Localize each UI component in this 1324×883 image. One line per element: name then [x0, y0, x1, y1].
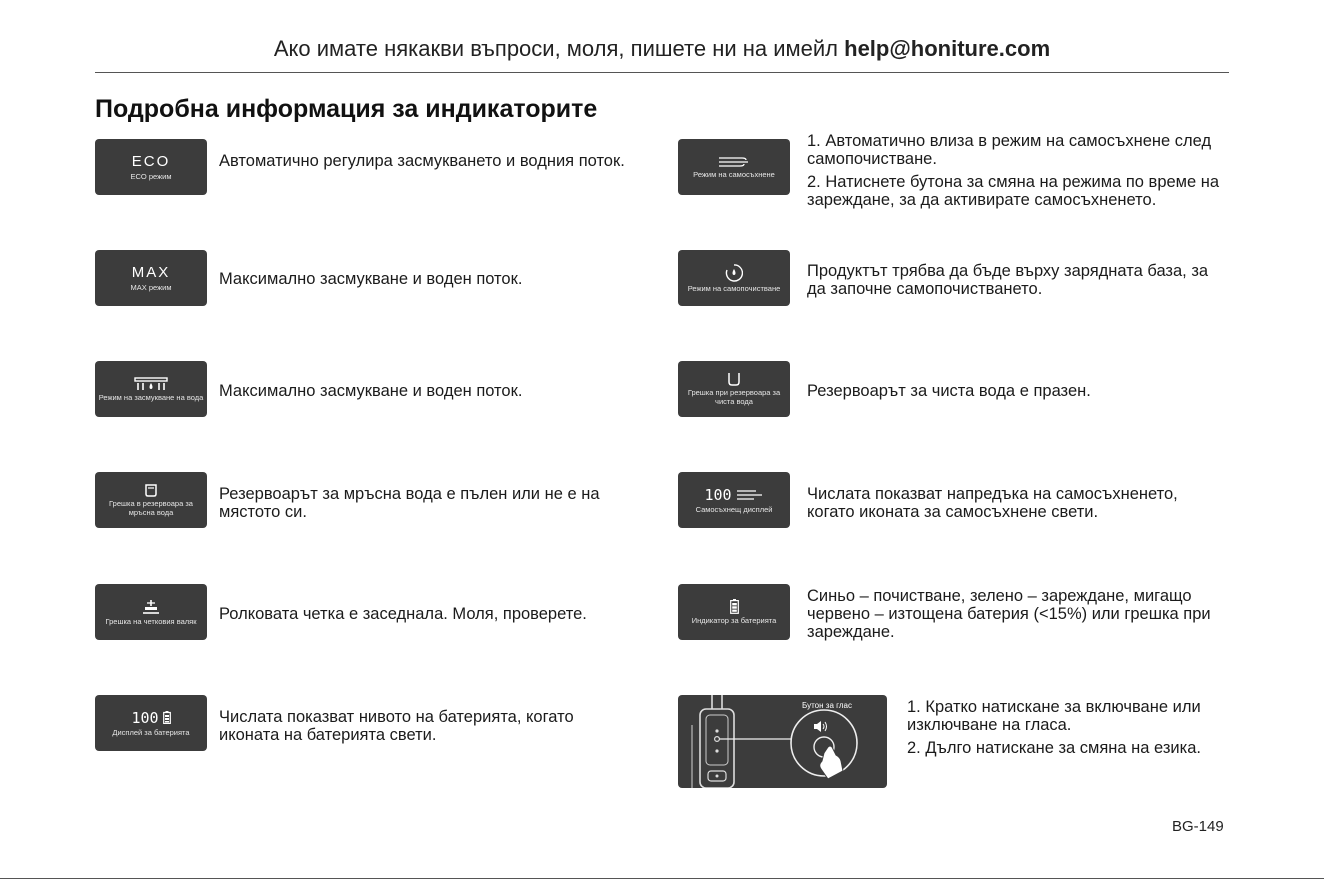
battery-icon [163, 711, 171, 724]
clean-tank-description: Резервоарът за чиста вода е празен. [807, 382, 1091, 400]
eco-description: Автоматично регулира засмукването и водния поток. [219, 152, 625, 170]
battery-display-description: Числата показват нивото на батерията, когато иконата на батерията свети. [219, 708, 574, 744]
clean-tank-icon: Грешка при резервоара за чиста вода [678, 361, 790, 417]
self-cleaning-icon: Режим на самопочистване [678, 250, 790, 306]
contact-email[interactable]: help@honiture.com [844, 36, 1051, 61]
water-suction-icon: Режим на засмукване на вода [95, 361, 207, 417]
header-divider [95, 72, 1229, 73]
voice-button-caption: Бутон за глас [802, 701, 852, 710]
battery-glyph-icon [730, 599, 739, 614]
battery-indicator-icon: Индикатор за батерията [678, 584, 790, 640]
dirty-tank-description: Резервоарът за мръсна вода е пълен или не е на мястото си. [219, 485, 600, 521]
battery-indicator-description: Синьо – почистване, зелено – зареждане, мигащо червено – изтощена батерия (<15%) или грешка при зареждане. [807, 587, 1211, 641]
max-icon: MAX MAX режим [95, 250, 207, 306]
clean-tank-glyph-icon [727, 372, 741, 386]
footer-divider [0, 878, 1324, 879]
battery-display-icon: 100 Дисплей за батерията [95, 695, 207, 751]
drying-wave-icon [736, 489, 764, 501]
dirty-tank-glyph-icon [143, 483, 159, 497]
brush-roller-description: Ролковата четка е заседнала. Моля, проверете. [219, 605, 587, 623]
eco-icon: ECO ECO режим [95, 139, 207, 195]
drying-display-icon: 100 Самосъхнещ дисплей [678, 472, 790, 528]
voice-button-description: 1. Кратко натискане за включване или изключване на гласа. 2. Дълго натискане за смяна на езика. [907, 698, 1201, 757]
drying-display-description: Числата показват напредъка на самосъхненето, когато иконата за самосъхнене свети. [807, 485, 1178, 521]
dirty-tank-icon: Грешка в резервоара за мръсна вода [95, 472, 207, 528]
self-cleaning-description: Продуктът трябва да бъде върху зарядната база, за да започне самопочистването. [807, 262, 1209, 298]
page-title: Подробна информация за индикаторите [95, 95, 598, 123]
self-drying-icon: Режим на самосъхнене [678, 139, 790, 195]
water-suction-glyph-icon [134, 377, 168, 391]
self-drying-description: 1. Автоматично влиза в режим на самосъхнене след самопочистване. 2. Натиснете бутона за смяна на режима по време на зареждане, за да активирате самосъхненето. [807, 132, 1220, 209]
header-contact: Ако имате някакви въпроси, моля, пишете ни на имейл help@honiture.com [273, 36, 1051, 61]
voice-button-illustration [678, 695, 887, 788]
self-cleaning-glyph-icon [725, 264, 743, 282]
water-suction-description: Максимално засмукване и воден поток. [219, 382, 523, 400]
max-description: Максимално засмукване и воден поток. [219, 270, 523, 288]
brush-roller-glyph-icon [142, 599, 160, 615]
brush-roller-icon: Грешка на четковия валяк [95, 584, 207, 640]
self-drying-glyph-icon [718, 156, 750, 168]
page-number: BG-149 [1172, 818, 1224, 835]
